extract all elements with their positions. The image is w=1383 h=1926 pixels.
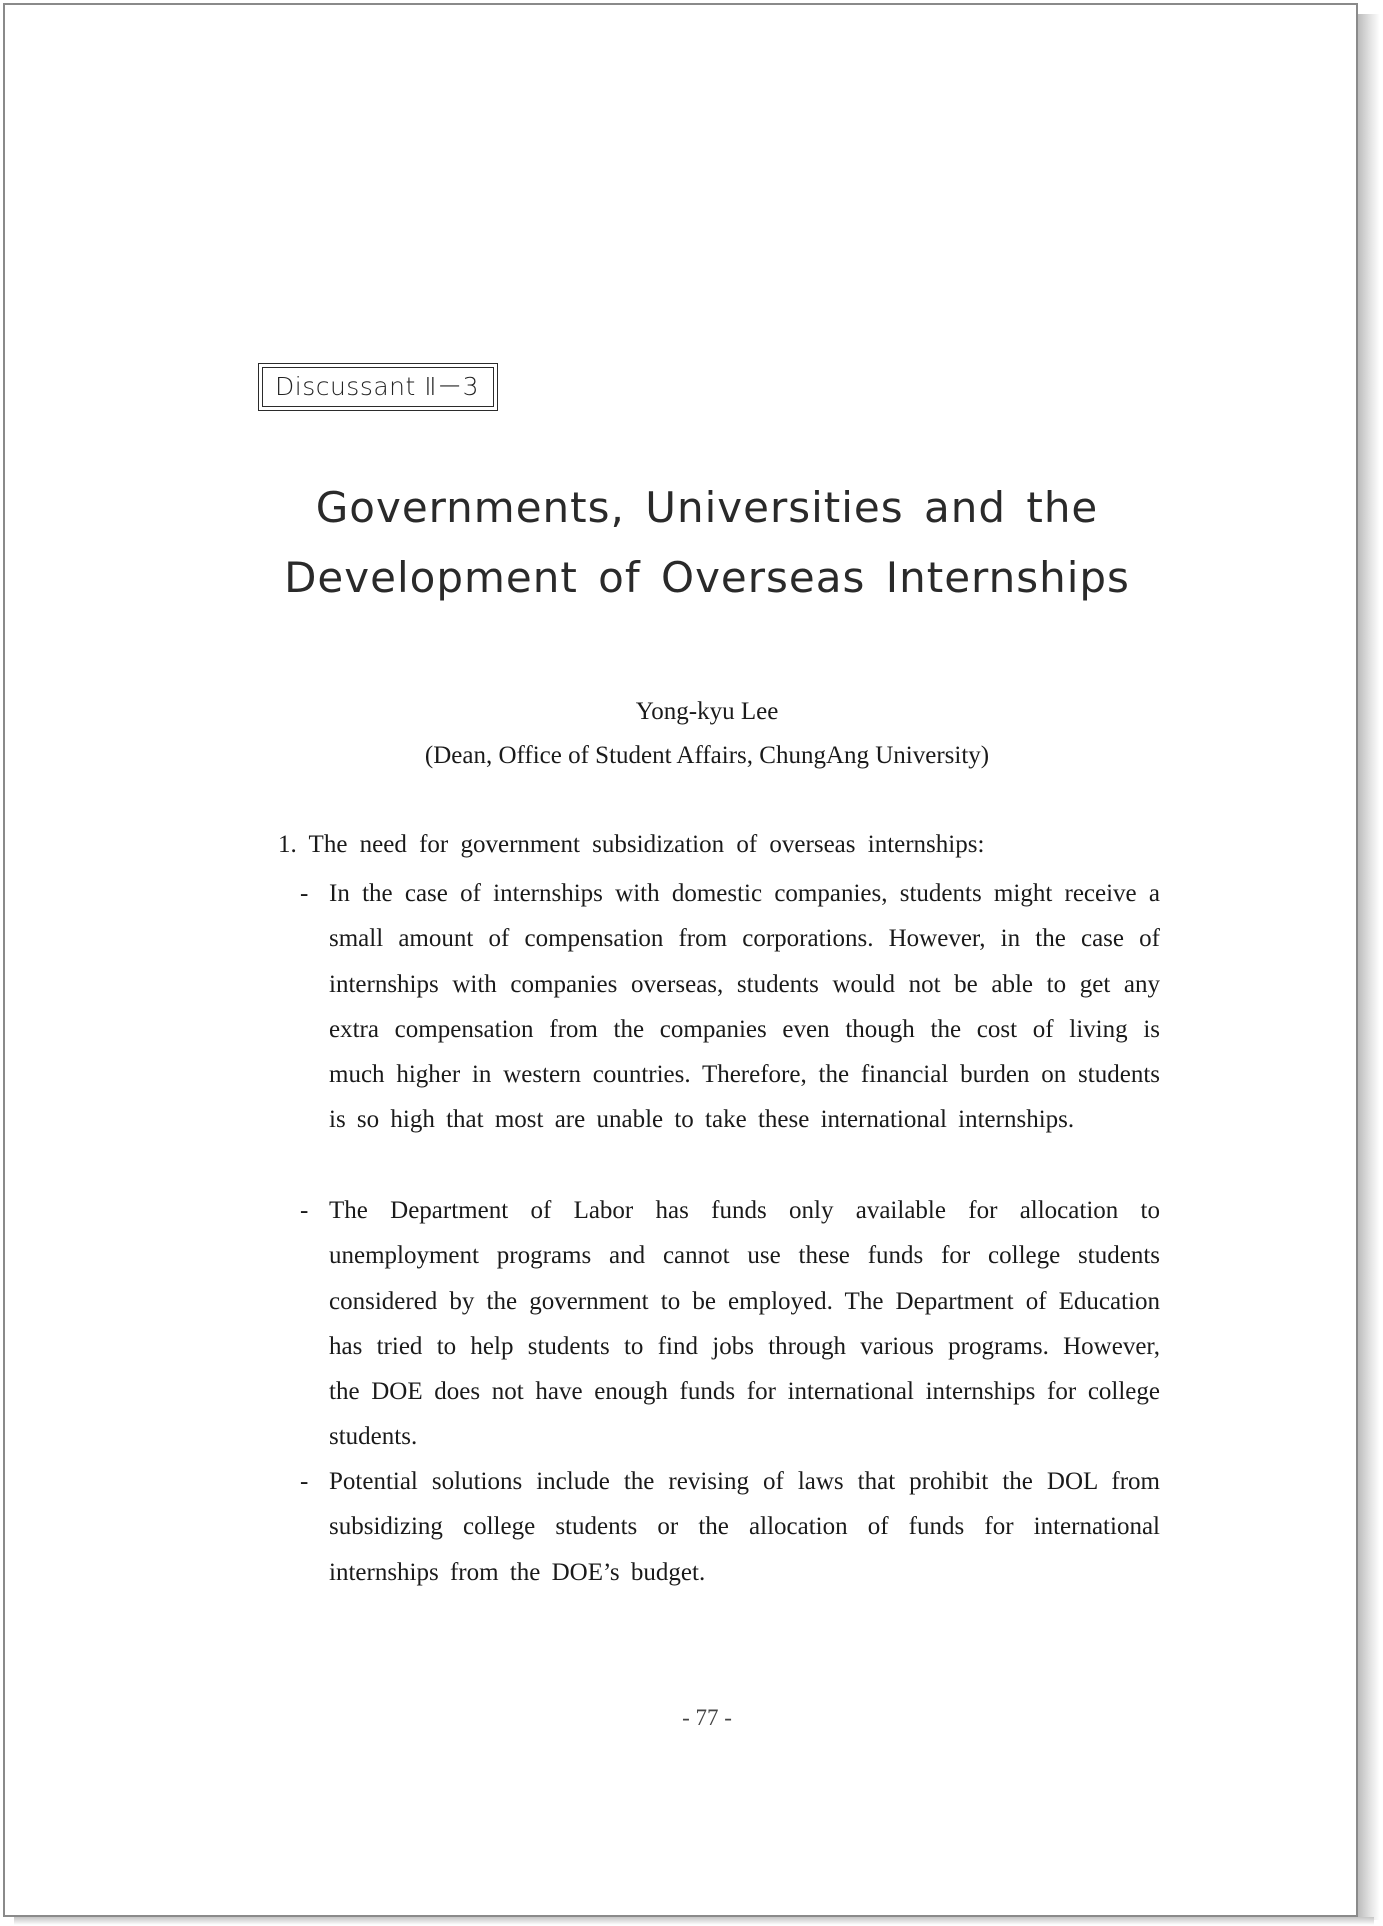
bullet-item-1 <box>300 871 1160 1143</box>
page-number: - 77 - <box>682 1705 732 1730</box>
author-affiliation: (Dean, Office of Student Affairs, ChungAng University) <box>424 742 990 769</box>
author-name: Yong-kyu Lee <box>635 698 779 725</box>
title-line-1: Governments, Universities and the <box>315 483 1099 532</box>
discussant-label-box <box>258 363 498 411</box>
bullet-dash: - <box>300 880 309 907</box>
bullet-dash: - <box>300 1468 309 1495</box>
page-shadow-right <box>1358 14 1380 1920</box>
bullet-dash: - <box>300 1197 309 1224</box>
discussant-label: Discussant Ⅱ－3 <box>262 367 494 407</box>
title-line-2: Development of Overseas Internships <box>284 553 1130 602</box>
page-shadow-bottom <box>14 1917 1374 1925</box>
bullet-text: Potential solutions include the revising of laws that prohibit the DOL from subsidizing college students or the allocation of funds for international internships from the DOE’s budget. <box>329 1468 1160 1586</box>
bullet-text: In the case of internships with domestic companies, students might receive a small amount of compensation from corporations. However, in the case of internships with companies overseas, students would not be able to get any extra compensation from the companies even though the cost of living is much higher in western countries. Therefore, the financial burden on students is so high that most are unable to take these international internships. <box>329 880 1160 1134</box>
bullet-item-3 <box>300 1459 1160 1595</box>
section-heading: 1. The need for government subsidization of overseas internships: <box>278 831 985 858</box>
bullet-item-2 <box>300 1188 1160 1460</box>
document-page <box>3 3 1358 1917</box>
bullet-text: The Department of Labor has funds only available for allocation to unemployment programs and cannot use these funds for college students considered by the government to be employed. The Department of Education has tried to help students to find jobs through various programs. However, the DOE does not have enough funds for international internships for college students. <box>329 1197 1160 1451</box>
